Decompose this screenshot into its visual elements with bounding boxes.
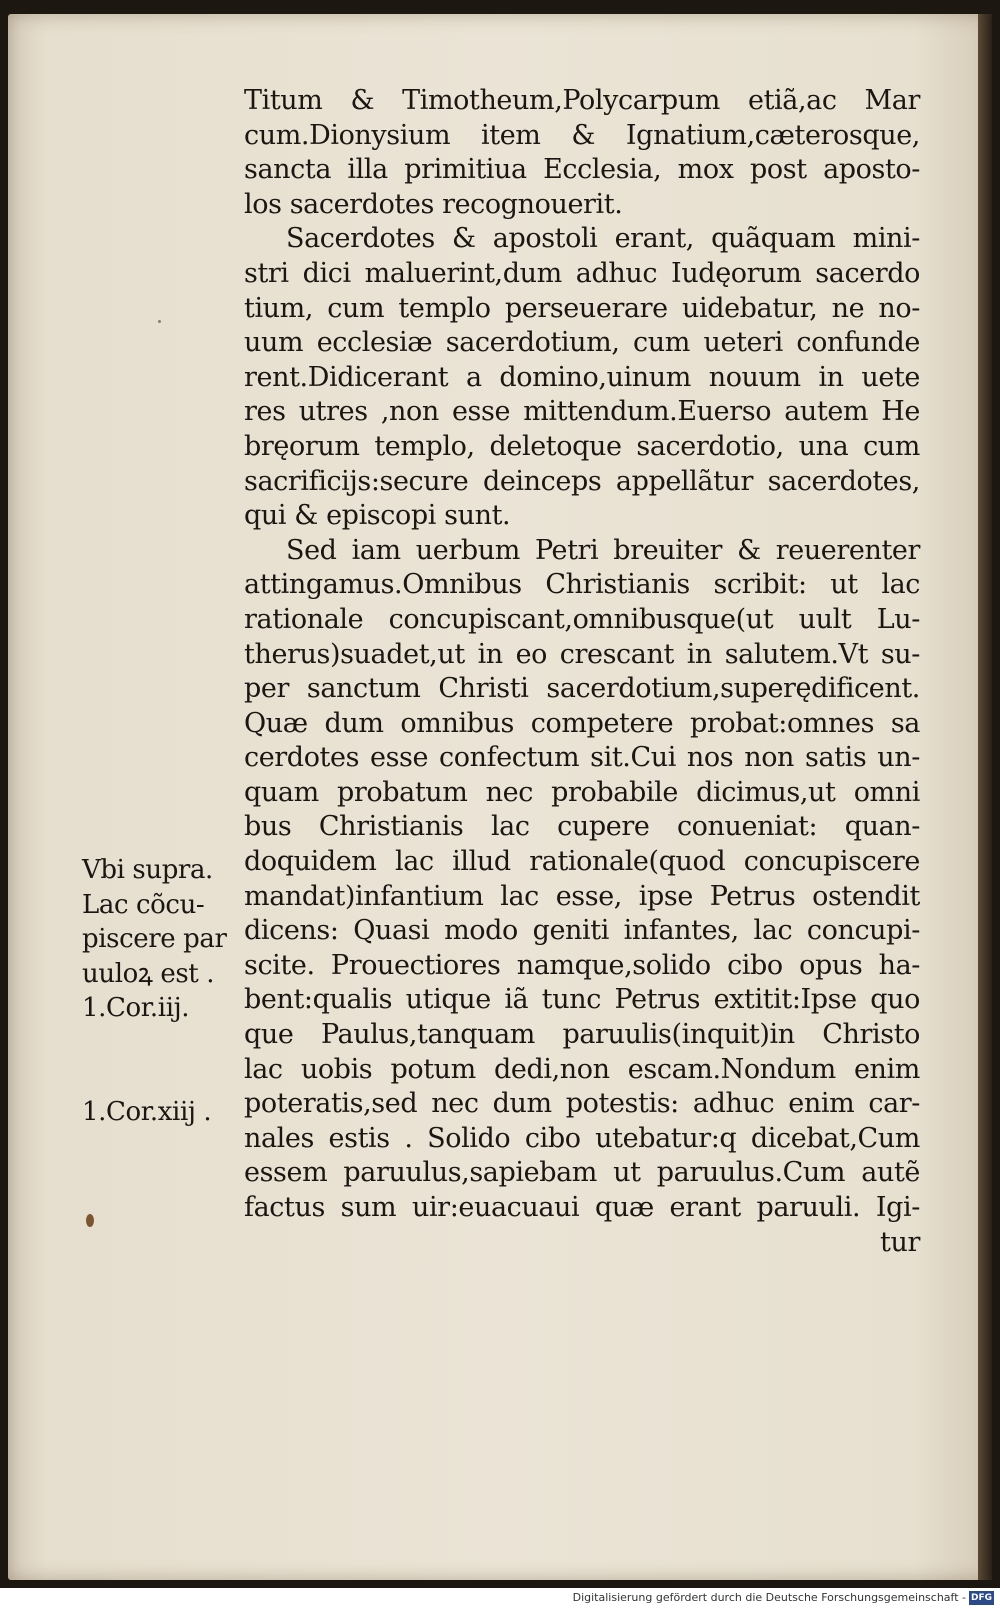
text-line: Titum & Timotheum,Polycarpum etiã,ac Mar	[244, 85, 920, 116]
text-line: uum ecclesiæ sacerdotium, cum ueteri confunde	[244, 327, 920, 359]
text-line: tium, cum templo perseuerare uidebatur, ne no-	[244, 292, 920, 324]
text-line: scite. Prouectiores namque,solido cibo opus ha-	[244, 949, 920, 981]
catchword: tur	[880, 1226, 920, 1258]
margin-note: uuloꝝ est .	[82, 958, 215, 989]
margin-note: Lac cõcu-	[82, 889, 205, 920]
text-line: bręorum templo, deletoque sacerdotio, una cum	[244, 430, 920, 462]
text-line: sacrificijs:secure deinceps appellãtur sacerdotes,	[244, 465, 920, 497]
text-line: lac uobis potum dedi,non escam.Nondum enim	[244, 1053, 920, 1085]
main-text-column	[244, 84, 920, 1260]
funding-credit: Digitalisierung gefördert durch die Deutsche Forschungsgemeinschaft -	[572, 1591, 966, 1604]
text-line: attingamus.Omnibus Christianis scribit: ut lac	[244, 569, 920, 601]
text-line: nales estis . Solido cibo utebatur:q dicebat,Cum	[244, 1122, 920, 1154]
text-line: mandat)infantium lac esse, ipse Petrus ostendit	[244, 880, 920, 912]
paper-speck	[158, 320, 161, 323]
text-line: que Paulus,tanquam paruulis(inquit)in Christo	[244, 1019, 920, 1051]
dfg-logo-icon: DFG	[970, 1593, 992, 1603]
text-line: quam probatum nec probabile dicimus,ut omni	[244, 776, 920, 808]
text-line: Quæ dum omnibus competere probat:omnes sa	[244, 707, 920, 739]
margin-note: 1.Cor.iij.	[82, 993, 190, 1024]
margin-note-group-2	[82, 1095, 211, 1130]
paper-stain	[86, 1214, 94, 1227]
page-edge	[978, 14, 992, 1580]
text-line: cum.Dionysium item & Ignatium,cæterosque,	[244, 119, 920, 151]
text-line: bus Christianis lac cupere conueniat: quan-	[244, 811, 920, 843]
margin-note: 1.Cor.xiij .	[82, 1097, 212, 1127]
margin-note-group-1	[82, 853, 227, 1026]
text-line: therus)suadet,ut in eo crescant in salutem.Vt su-	[244, 638, 920, 670]
text-line: cerdotes esse confectum sit.Cui nos non satis un-	[244, 742, 920, 774]
margin-note: piscere par	[82, 924, 227, 955]
text-line: res utres ,non esse mittendum.Euerso autem He	[244, 396, 920, 428]
text-line: sancta illa primitiua Ecclesia, mox post aposto-	[244, 154, 920, 186]
text-line: doquidem lac illud rationale(quod concupiscere	[244, 846, 920, 878]
text-line: qui & episcopi sunt.	[244, 500, 511, 532]
text-line: bent:qualis utique iã tunc Petrus extitit:Ipse quo	[244, 984, 920, 1016]
margin-note: Vbi supra.	[82, 855, 213, 885]
text-line: stri dici maluerint,dum adhuc Iudęorum sacerdo	[244, 257, 920, 289]
text-line: poteratis,sed nec dum potestis: adhuc enim car-	[244, 1088, 920, 1120]
text-line: rent.Didicerant a domino,uinum nouum in uete	[244, 361, 920, 393]
text-line: rationale concupiscant,omnibusque(ut uult Lu-	[244, 603, 920, 635]
text-line: essem paruulus,sapiebam ut paruulus.Cum autẽ	[244, 1157, 920, 1189]
text-line: factus sum uir:euacuaui quæ erant paruuli. Igi-	[244, 1192, 920, 1223]
paragraph-start-line: Sed iam uerbum Petri breuiter & reuerenter	[286, 534, 920, 566]
text-line: los sacerdotes recognouerit.	[244, 188, 623, 220]
footer-bar	[0, 1588, 1000, 1611]
text-line: per sanctum Christi sacerdotium,superędificent.	[244, 673, 920, 705]
text-line: dicens: Quasi modo geniti infantes, lac concupi-	[244, 915, 920, 947]
paragraph-start-line: Sacerdotes & apostoli erant, quãquam mini-	[286, 223, 920, 255]
